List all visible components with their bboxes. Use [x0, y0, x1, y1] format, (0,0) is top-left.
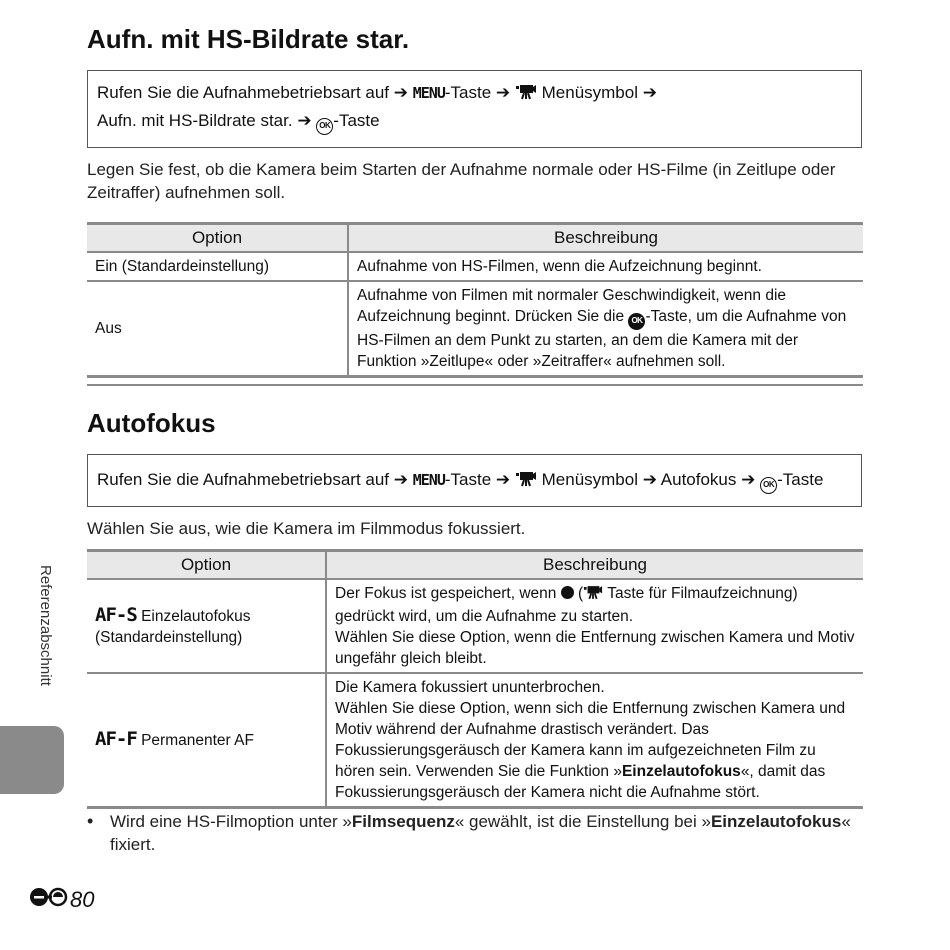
description-cell: Aufnahme von HS-Filmen, wenn die Aufzeichnung beginnt.: [348, 252, 863, 281]
description-cell: [326, 579, 863, 673]
movie-camera-icon: [583, 585, 603, 606]
af-f-icon: AF-F: [95, 728, 137, 750]
column-header-option: Option: [87, 551, 326, 580]
reference-section-icon: [28, 886, 68, 914]
arrow-right-icon: ➔: [642, 83, 657, 102]
option-cell: [87, 579, 326, 673]
nav-text: -Taste: [777, 470, 824, 489]
af-s-icon: AF-S: [95, 603, 137, 626]
side-section-label: Referenzabschnitt: [37, 565, 54, 686]
note-text: [110, 810, 857, 856]
arrow-right-icon: ➔: [741, 470, 756, 489]
note-part: « fixiert.: [110, 812, 851, 854]
nav-item: Autofokus: [660, 470, 737, 489]
side-section-tab: [0, 726, 64, 794]
nav-text: Rufen Sie die Aufnahmebetriebsart auf: [97, 470, 390, 489]
ok-button-icon: OK: [316, 118, 333, 135]
description-text: Aufnahme von Filmen mit normaler Geschwindigkeit, wenn die Aufzeichnung beginnt. Drücken Sie die: [357, 287, 787, 325]
description-text: Die Kamera fokussiert ununterbrochen.: [335, 679, 605, 696]
note-bold: Filmsequenz: [351, 812, 455, 831]
option-name: Permanenter AF: [141, 732, 254, 749]
record-dot-icon: [561, 586, 574, 599]
table-row: [87, 579, 863, 673]
options-table-hs: [87, 222, 863, 378]
section-title-hs-framerate: Aufn. mit HS-Bildrate star.: [87, 24, 410, 54]
options-table-autofocus: [87, 549, 863, 809]
ok-button-icon: OK: [628, 313, 645, 330]
table-row: [87, 252, 863, 281]
arrow-right-icon: ➔: [393, 83, 409, 102]
column-header-description: Beschreibung: [348, 224, 863, 253]
note-part: Wird eine HS-Filmoption unter »: [110, 812, 352, 831]
menu-button-glyph: MENU: [412, 471, 445, 489]
arrow-right-icon: ➔: [495, 83, 511, 102]
nav-text: -Taste: [444, 470, 492, 489]
description-text: Der Fokus ist gespeichert, wenn: [335, 585, 557, 602]
arrow-right-icon: ➔: [297, 111, 312, 130]
nav-text: -Taste: [444, 83, 492, 102]
description-text: (: [578, 585, 584, 602]
description-cell: [326, 673, 863, 808]
page-number-value: 80: [70, 887, 95, 912]
arrow-right-icon: ➔: [393, 470, 409, 489]
section-title-autofocus: Autofokus: [87, 408, 216, 438]
bullet-dot: •: [87, 811, 94, 831]
section-description: Legen Sie fest, ob die Kamera beim Starten der Aufnahme normale oder HS-Filme (in Zeitlupe oder Zeitraffer) aufnehmen soll.: [87, 160, 836, 202]
movie-camera-icon: [515, 82, 537, 108]
table-row: [87, 281, 863, 377]
option-cell: Aus: [87, 281, 348, 377]
description-text: gedrückt wird, um die Aufnahme zu starten.: [335, 608, 634, 625]
column-header-description: Beschreibung: [326, 551, 863, 580]
description-text: Wählen Sie diese Option, wenn die Entfernung zwischen Kamera und Motiv ungefähr gleich bleibt.: [335, 629, 855, 667]
table-row: [87, 673, 863, 808]
nav-text: -Taste: [333, 111, 380, 130]
option-cell: [87, 673, 326, 808]
nav-text: Menüsymbol: [541, 83, 638, 102]
nav-item: Aufn. mit HS-Bildrate star.: [97, 111, 293, 130]
section-description: Wählen Sie aus, wie die Kamera im Filmmodus fokussiert.: [87, 519, 526, 538]
bullet-note: [87, 810, 857, 856]
ok-button-icon: OK: [760, 477, 777, 494]
description-text: Taste für Filmaufzeichnung): [603, 585, 798, 602]
description-text: Wählen Sie diese Option, wenn sich die Entfernung zwischen Kamera und Motiv während der Aufnahme drastisch verändert. Das Fokussierungsgeräusch der Kamera kann im aufgezeichneten Film zu hören sein. Verwenden Sie die Funktion »: [335, 700, 846, 780]
page-number: [28, 886, 94, 914]
nav-text: Rufen Sie die Aufnahmebetriebsart auf: [97, 83, 390, 102]
menu-button-glyph: MENU: [412, 84, 445, 102]
option-cell: Ein (Standardeinstellung): [87, 252, 348, 281]
menu-path-box-autofocus: [87, 454, 862, 507]
description-bold-text: Einzelautofokus: [621, 763, 741, 780]
arrow-right-icon: ➔: [495, 470, 511, 489]
option-subtitle: (Standardeinstellung): [95, 628, 243, 646]
description-text: «, damit das Fokussierungsgeräusch der Kamera nicht die Aufnahme stört.: [335, 763, 826, 801]
description-text: -Taste, um die Aufnahme von HS-Filmen an dem Punkt zu starten, an dem die Kamera mit der Funktion »Zeitlupe« oder »Zeitraffer« aufnehmen soll.: [357, 308, 847, 370]
menu-path-box-hs: [87, 70, 862, 148]
description-cell: [348, 281, 863, 377]
arrow-right-icon: ➔: [642, 470, 657, 489]
section-divider: [87, 384, 863, 386]
note-bold: Einzelautofokus: [710, 812, 842, 831]
option-name: Einzelautofokus: [141, 607, 251, 625]
note-part: « gewählt, ist die Einstellung bei »: [454, 812, 711, 831]
nav-text: Menüsymbol: [541, 470, 638, 489]
movie-camera-icon: [515, 469, 537, 495]
column-header-option: Option: [87, 224, 348, 253]
